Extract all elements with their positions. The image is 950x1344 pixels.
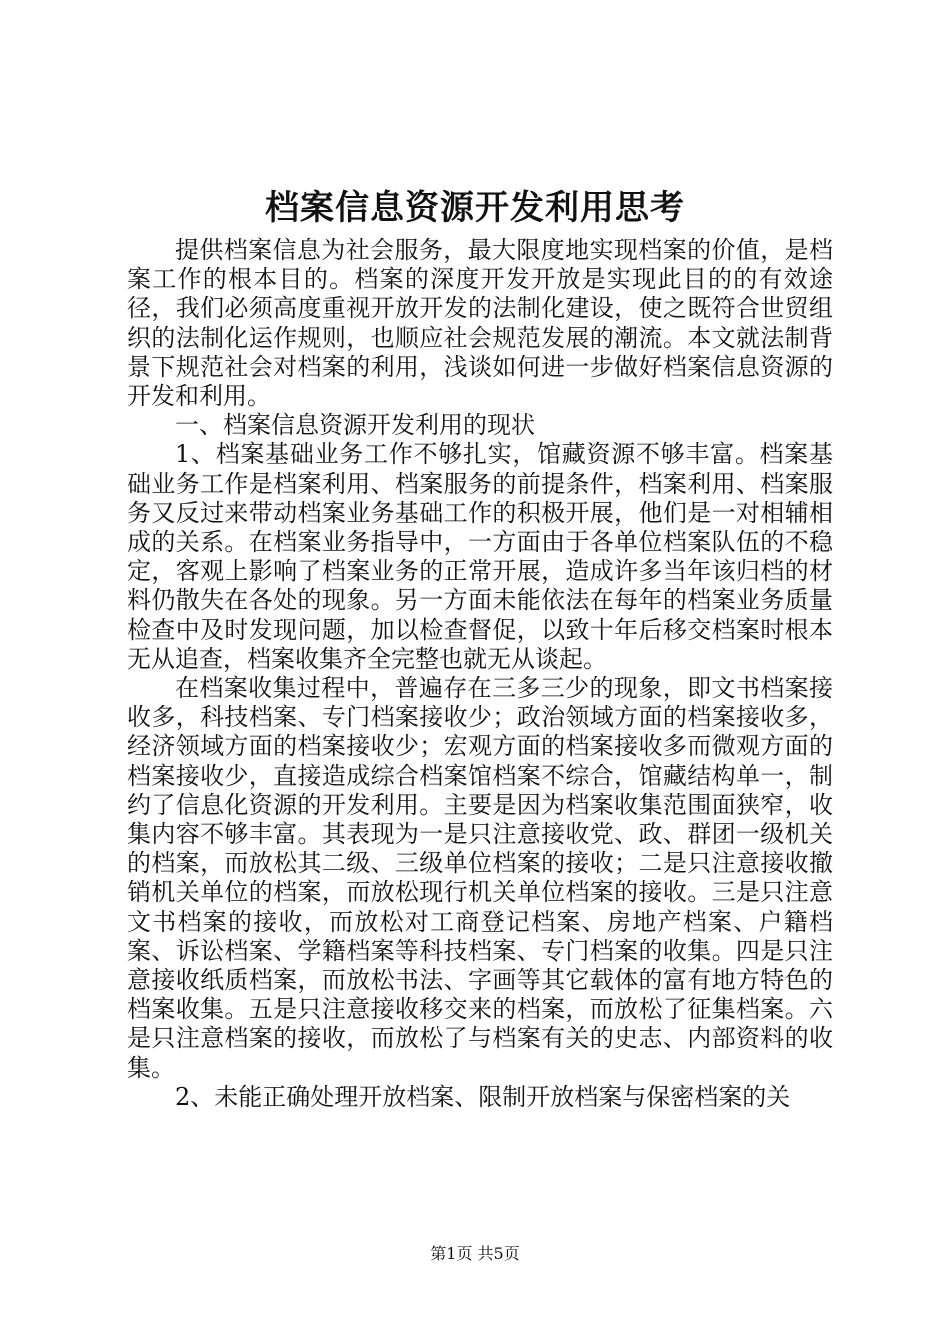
document-title: 档案信息资源开发利用思考	[265, 188, 685, 228]
body-paragraph: 2、未能正确处理开放档案、限制开放档案与保密档案的关	[175, 1082, 791, 1111]
section-heading: 一、档案信息资源开发利用的现状	[175, 411, 535, 440]
document-body	[127, 236, 833, 1112]
body-paragraph: 在档案收集过程中，普遍存在三多三少的现象，即文书档案接收多，科技档案、专门档案接收少；政治领域方面的档案接收多，经济领域方面的档案接收少；宏观方面的档案接收多而微观方面的档案接收少，直接造成综合档案馆档案不综合，馆藏结构单一，制约了信息化资源的开发利用。主要是因为档案收集范围面狭窄，收集内容不够丰富。其表现为一是只注意接收党、政、群团一级机关的档案，而放松其二级、三级单位档案的接收；二是只注意接收撤销机关单位的档案，而放松现行机关单位档案的接收。三是只注意文书档案的接收，而放松对工商登记档案、房地产档案、户籍档案、诉讼档案、学籍档案等科技档案、专门档案的收集。四是只注意接收纸质档案，而放松书法、字画等其它载体的富有地方特色的档案收集。五是只注意接收移交来的档案，而放松了征集档案。六是只注意档案的接收，而放松了与档案有关的史志、内部资料的收集。	[127, 674, 833, 1082]
body-paragraph: 1、档案基础业务工作不够扎实，馆藏资源不够丰富。档案基础业务工作是档案利用、档案服务的前提条件，档案利用、档案服务又反过来带动档案业务基础工作的积极开展，他们是一对相辅相成的关系。在档案业务指导中，一方面由于各单位档案队伍的不稳定，客观上影响了档案业务的正常开展，造成许多当年该归档的材料仍散失在各处的现象。另一方面未能依法在每年的档案业务质量检查中及时发现问题，加以检查督促，以致十年后移交档案时根本无从追查，档案收集齐全完整也就无从谈起。	[127, 440, 833, 673]
intro-paragraph: 提供档案信息为社会服务，最大限度地实现档案的价值，是档案工作的根本目的。档案的深度开发开放是实现此目的的有效途径，我们必须高度重视开放开发的法制化建设，使之既符合世贸组织的法制化运作规则，也顺应社会规范发展的潮流。本文就法制背景下规范社会对档案的利用，浅谈如何进一步做好档案信息资源的开发和利用。	[127, 236, 833, 411]
page-number-footer: 第1页 共5页	[430, 1244, 520, 1263]
